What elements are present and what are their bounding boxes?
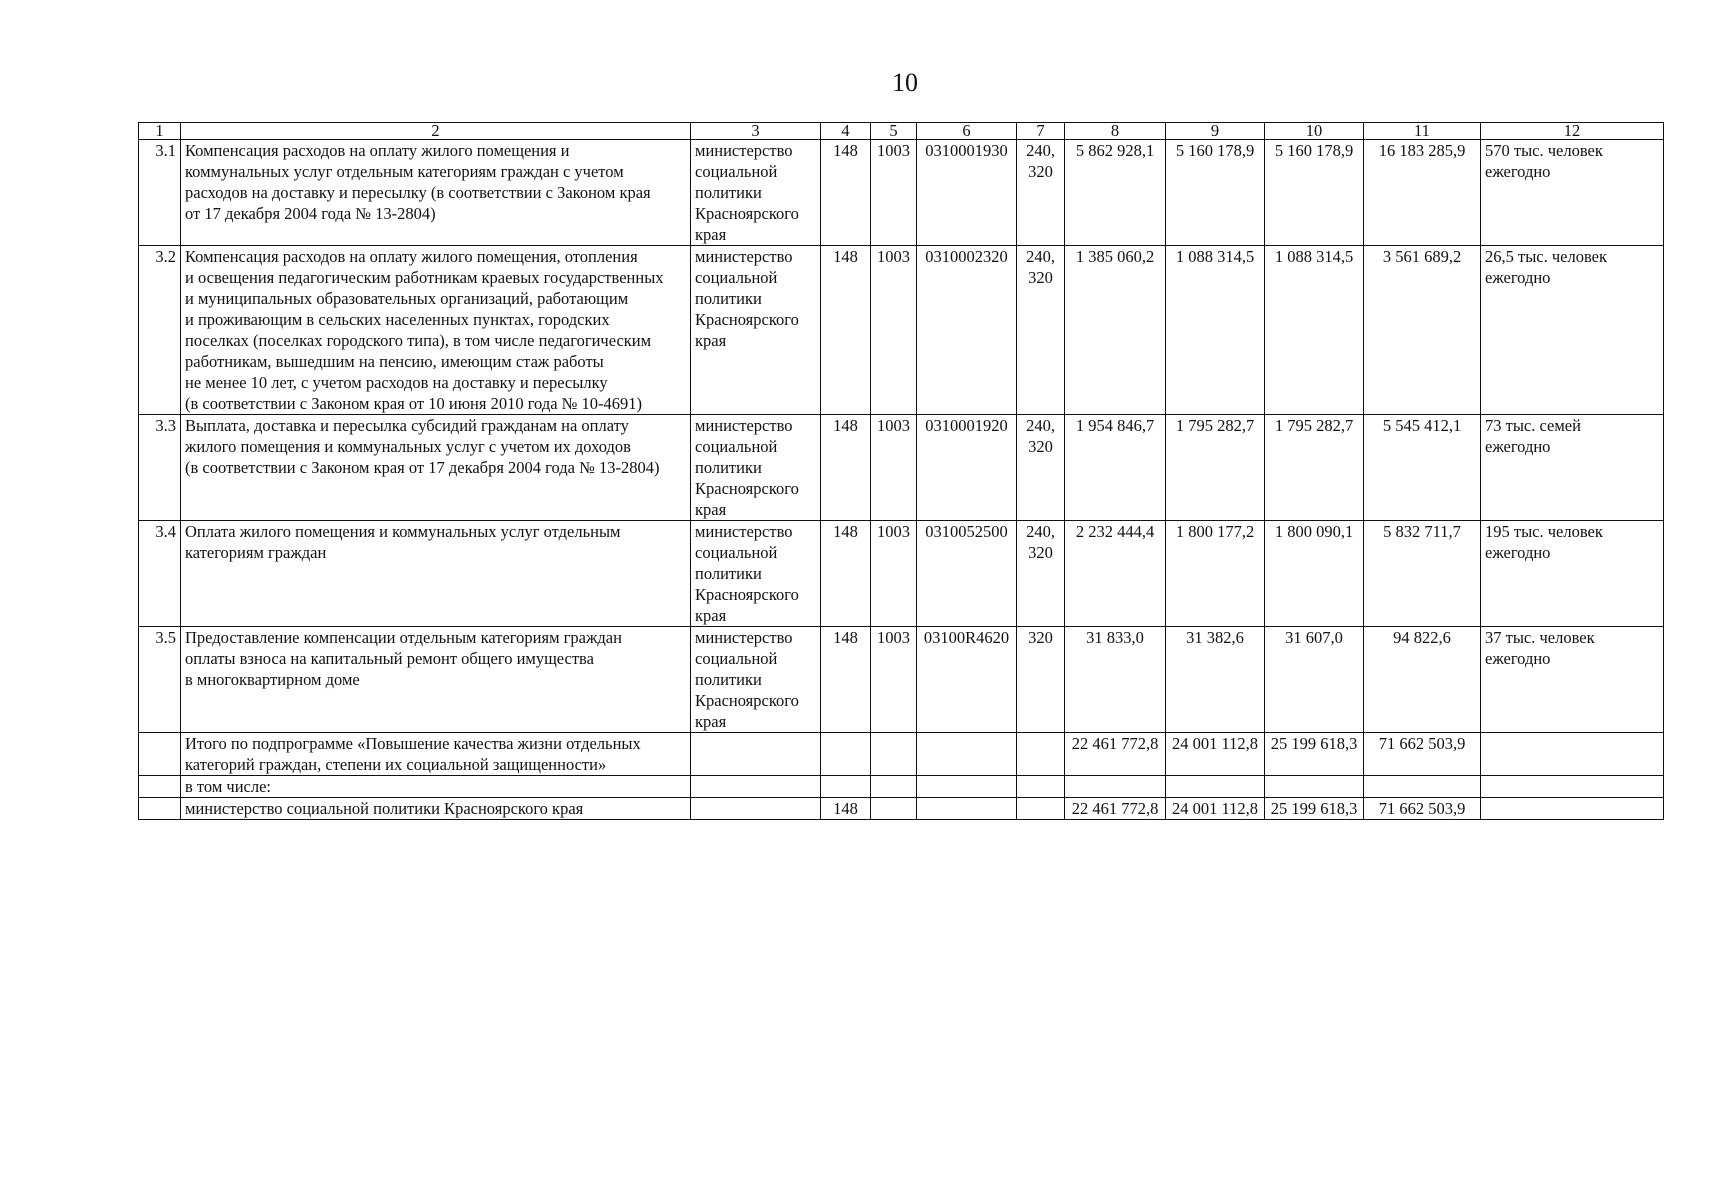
- table-row: [139, 627, 1664, 733]
- ministry-year3-amount: 25 199 618,3: [1265, 798, 1364, 820]
- subprogram-activities-table: [138, 122, 1664, 820]
- item-vr-code: 240, 320: [1017, 140, 1065, 246]
- empty-cell: [871, 733, 917, 776]
- item-total-amount: 5 545 412,1: [1364, 415, 1481, 521]
- item-name: Компенсация расходов на оплату жилого помещения, отопления и освещения педагогическим работникам краевых государственных и муниципальных образовательных организаций, работающим и проживающим в сельских населенных пунктах, городских поселках (поселках городского типа), в том числе педагогическим работникам, вышедшим на пенсию, имеющим стаж работы не менее 10 лет, с учетом расходов на доставку и пересылку (в соответствии с Законом края от 10 июня 2010 года № 10-4691): [181, 246, 691, 415]
- item-rzpr-code: 1003: [871, 246, 917, 415]
- item-number: 3.4: [139, 521, 181, 627]
- empty-cell: [139, 798, 181, 820]
- item-executor: министерство социальной политики Красноярского края: [691, 521, 821, 627]
- item-year2-amount: 5 160 178,9: [1166, 140, 1265, 246]
- item-year3-amount: 1 800 090,1: [1265, 521, 1364, 627]
- item-rzpr-code: 1003: [871, 140, 917, 246]
- including-row: [139, 776, 1664, 798]
- empty-cell: [917, 776, 1017, 798]
- item-csr-code: 03100R4620: [917, 627, 1017, 733]
- page-number: 10: [892, 68, 918, 97]
- empty-cell: [917, 733, 1017, 776]
- column-number: 6: [917, 123, 1017, 140]
- item-executor: министерство социальной политики Красноярского края: [691, 415, 821, 521]
- item-number: 3.3: [139, 415, 181, 521]
- column-number: 11: [1364, 123, 1481, 140]
- item-name: Выплата, доставка и пересылка субсидий гражданам на оплату жилого помещения и коммунальных услуг с учетом их доходов (в соответствии с Законом края от 17 декабря 2004 года № 13-2804): [181, 415, 691, 521]
- empty-cell: [871, 798, 917, 820]
- item-grbs-code: 148: [821, 415, 871, 521]
- table-row: [139, 246, 1664, 415]
- empty-cell: [139, 776, 181, 798]
- item-total-amount: 16 183 285,9: [1364, 140, 1481, 246]
- ministry-label: министерство социальной политики Красноярского края: [181, 798, 691, 820]
- column-number: 1: [139, 123, 181, 140]
- empty-cell: [871, 776, 917, 798]
- item-number: 3.2: [139, 246, 181, 415]
- empty-cell: [1265, 776, 1364, 798]
- column-number: 5: [871, 123, 917, 140]
- empty-cell: [1166, 776, 1265, 798]
- item-rzpr-code: 1003: [871, 521, 917, 627]
- item-year1-amount: 2 232 444,4: [1065, 521, 1166, 627]
- empty-cell: [821, 733, 871, 776]
- item-expected-result: 570 тыс. человек ежегодно: [1481, 140, 1664, 246]
- item-year3-amount: 5 160 178,9: [1265, 140, 1364, 246]
- empty-cell: [1017, 798, 1065, 820]
- ministry-year2-amount: 24 001 112,8: [1166, 798, 1265, 820]
- item-total-amount: 94 822,6: [1364, 627, 1481, 733]
- column-number: 2: [181, 123, 691, 140]
- column-number: 3: [691, 123, 821, 140]
- item-executor: министерство социальной политики Красноярского края: [691, 627, 821, 733]
- item-csr-code: 0310052500: [917, 521, 1017, 627]
- item-grbs-code: 148: [821, 140, 871, 246]
- item-year3-amount: 1 795 282,7: [1265, 415, 1364, 521]
- ministry-year1-amount: 22 461 772,8: [1065, 798, 1166, 820]
- summary-label: Итого по подпрограмме «Повышение качества жизни отдельных категорий граждан, степени их социальной защищенности»: [181, 733, 691, 776]
- item-vr-code: 240, 320: [1017, 521, 1065, 627]
- column-number: 9: [1166, 123, 1265, 140]
- item-number: 3.5: [139, 627, 181, 733]
- item-year2-amount: 1 800 177,2: [1166, 521, 1265, 627]
- item-csr-code: 0310001920: [917, 415, 1017, 521]
- empty-cell: [1481, 776, 1664, 798]
- empty-cell: [1017, 776, 1065, 798]
- empty-cell: [691, 798, 821, 820]
- empty-cell: [821, 776, 871, 798]
- item-total-amount: 3 561 689,2: [1364, 246, 1481, 415]
- item-year1-amount: 31 833,0: [1065, 627, 1166, 733]
- item-executor: министерство социальной политики Красноярского края: [691, 140, 821, 246]
- empty-cell: [1364, 776, 1481, 798]
- column-number: 4: [821, 123, 871, 140]
- item-vr-code: 240, 320: [1017, 415, 1065, 521]
- empty-cell: [917, 798, 1017, 820]
- empty-cell: [139, 733, 181, 776]
- column-number: 12: [1481, 123, 1664, 140]
- item-year2-amount: 1 795 282,7: [1166, 415, 1265, 521]
- item-year3-amount: 31 607,0: [1265, 627, 1364, 733]
- empty-cell: [1481, 733, 1664, 776]
- summary-year1-amount: 22 461 772,8: [1065, 733, 1166, 776]
- summary-row: [139, 733, 1664, 776]
- item-expected-result: 195 тыс. человек ежегодно: [1481, 521, 1664, 627]
- item-grbs-code: 148: [821, 246, 871, 415]
- column-number-row: [139, 123, 1664, 140]
- summary-year2-amount: 24 001 112,8: [1166, 733, 1265, 776]
- item-expected-result: 73 тыс. семей ежегодно: [1481, 415, 1664, 521]
- item-year3-amount: 1 088 314,5: [1265, 246, 1364, 415]
- table-row: [139, 140, 1664, 246]
- column-number: 8: [1065, 123, 1166, 140]
- column-number: 7: [1017, 123, 1065, 140]
- item-rzpr-code: 1003: [871, 627, 917, 733]
- item-expected-result: 37 тыс. человек ежегодно: [1481, 627, 1664, 733]
- item-grbs-code: 148: [821, 627, 871, 733]
- table-row: [139, 521, 1664, 627]
- empty-cell: [1481, 798, 1664, 820]
- item-vr-code: 320: [1017, 627, 1065, 733]
- item-csr-code: 0310002320: [917, 246, 1017, 415]
- including-label: в том числе:: [181, 776, 691, 798]
- item-name: Компенсация расходов на оплату жилого помещения и коммунальных услуг отдельным категориям граждан с учетом расходов на доставку и пересылку (в соответствии с Законом края от 17 декабря 2004 года № 13-2804): [181, 140, 691, 246]
- item-expected-result: 26,5 тыс. человек ежегодно: [1481, 246, 1664, 415]
- item-name: Предоставление компенсации отдельным категориям граждан оплаты взноса на капитальный ремонт общего имущества в многоквартирном доме: [181, 627, 691, 733]
- item-vr-code: 240, 320: [1017, 246, 1065, 415]
- ministry-row: [139, 798, 1664, 820]
- item-number: 3.1: [139, 140, 181, 246]
- empty-cell: [691, 776, 821, 798]
- item-executor: министерство социальной политики Красноярского края: [691, 246, 821, 415]
- summary-total-amount: 71 662 503,9: [1364, 733, 1481, 776]
- empty-cell: [1017, 733, 1065, 776]
- item-year1-amount: 5 862 928,1: [1065, 140, 1166, 246]
- ministry-total-amount: 71 662 503,9: [1364, 798, 1481, 820]
- item-total-amount: 5 832 711,7: [1364, 521, 1481, 627]
- item-rzpr-code: 1003: [871, 415, 917, 521]
- item-name: Оплата жилого помещения и коммунальных услуг отдельным категориям граждан: [181, 521, 691, 627]
- item-year1-amount: 1 385 060,2: [1065, 246, 1166, 415]
- ministry-grbs-code: 148: [821, 798, 871, 820]
- column-number: 10: [1265, 123, 1364, 140]
- item-csr-code: 0310001930: [917, 140, 1017, 246]
- empty-cell: [691, 733, 821, 776]
- item-grbs-code: 148: [821, 521, 871, 627]
- table-row: [139, 415, 1664, 521]
- empty-cell: [1065, 776, 1166, 798]
- summary-year3-amount: 25 199 618,3: [1265, 733, 1364, 776]
- item-year1-amount: 1 954 846,7: [1065, 415, 1166, 521]
- item-year2-amount: 31 382,6: [1166, 627, 1265, 733]
- item-year2-amount: 1 088 314,5: [1166, 246, 1265, 415]
